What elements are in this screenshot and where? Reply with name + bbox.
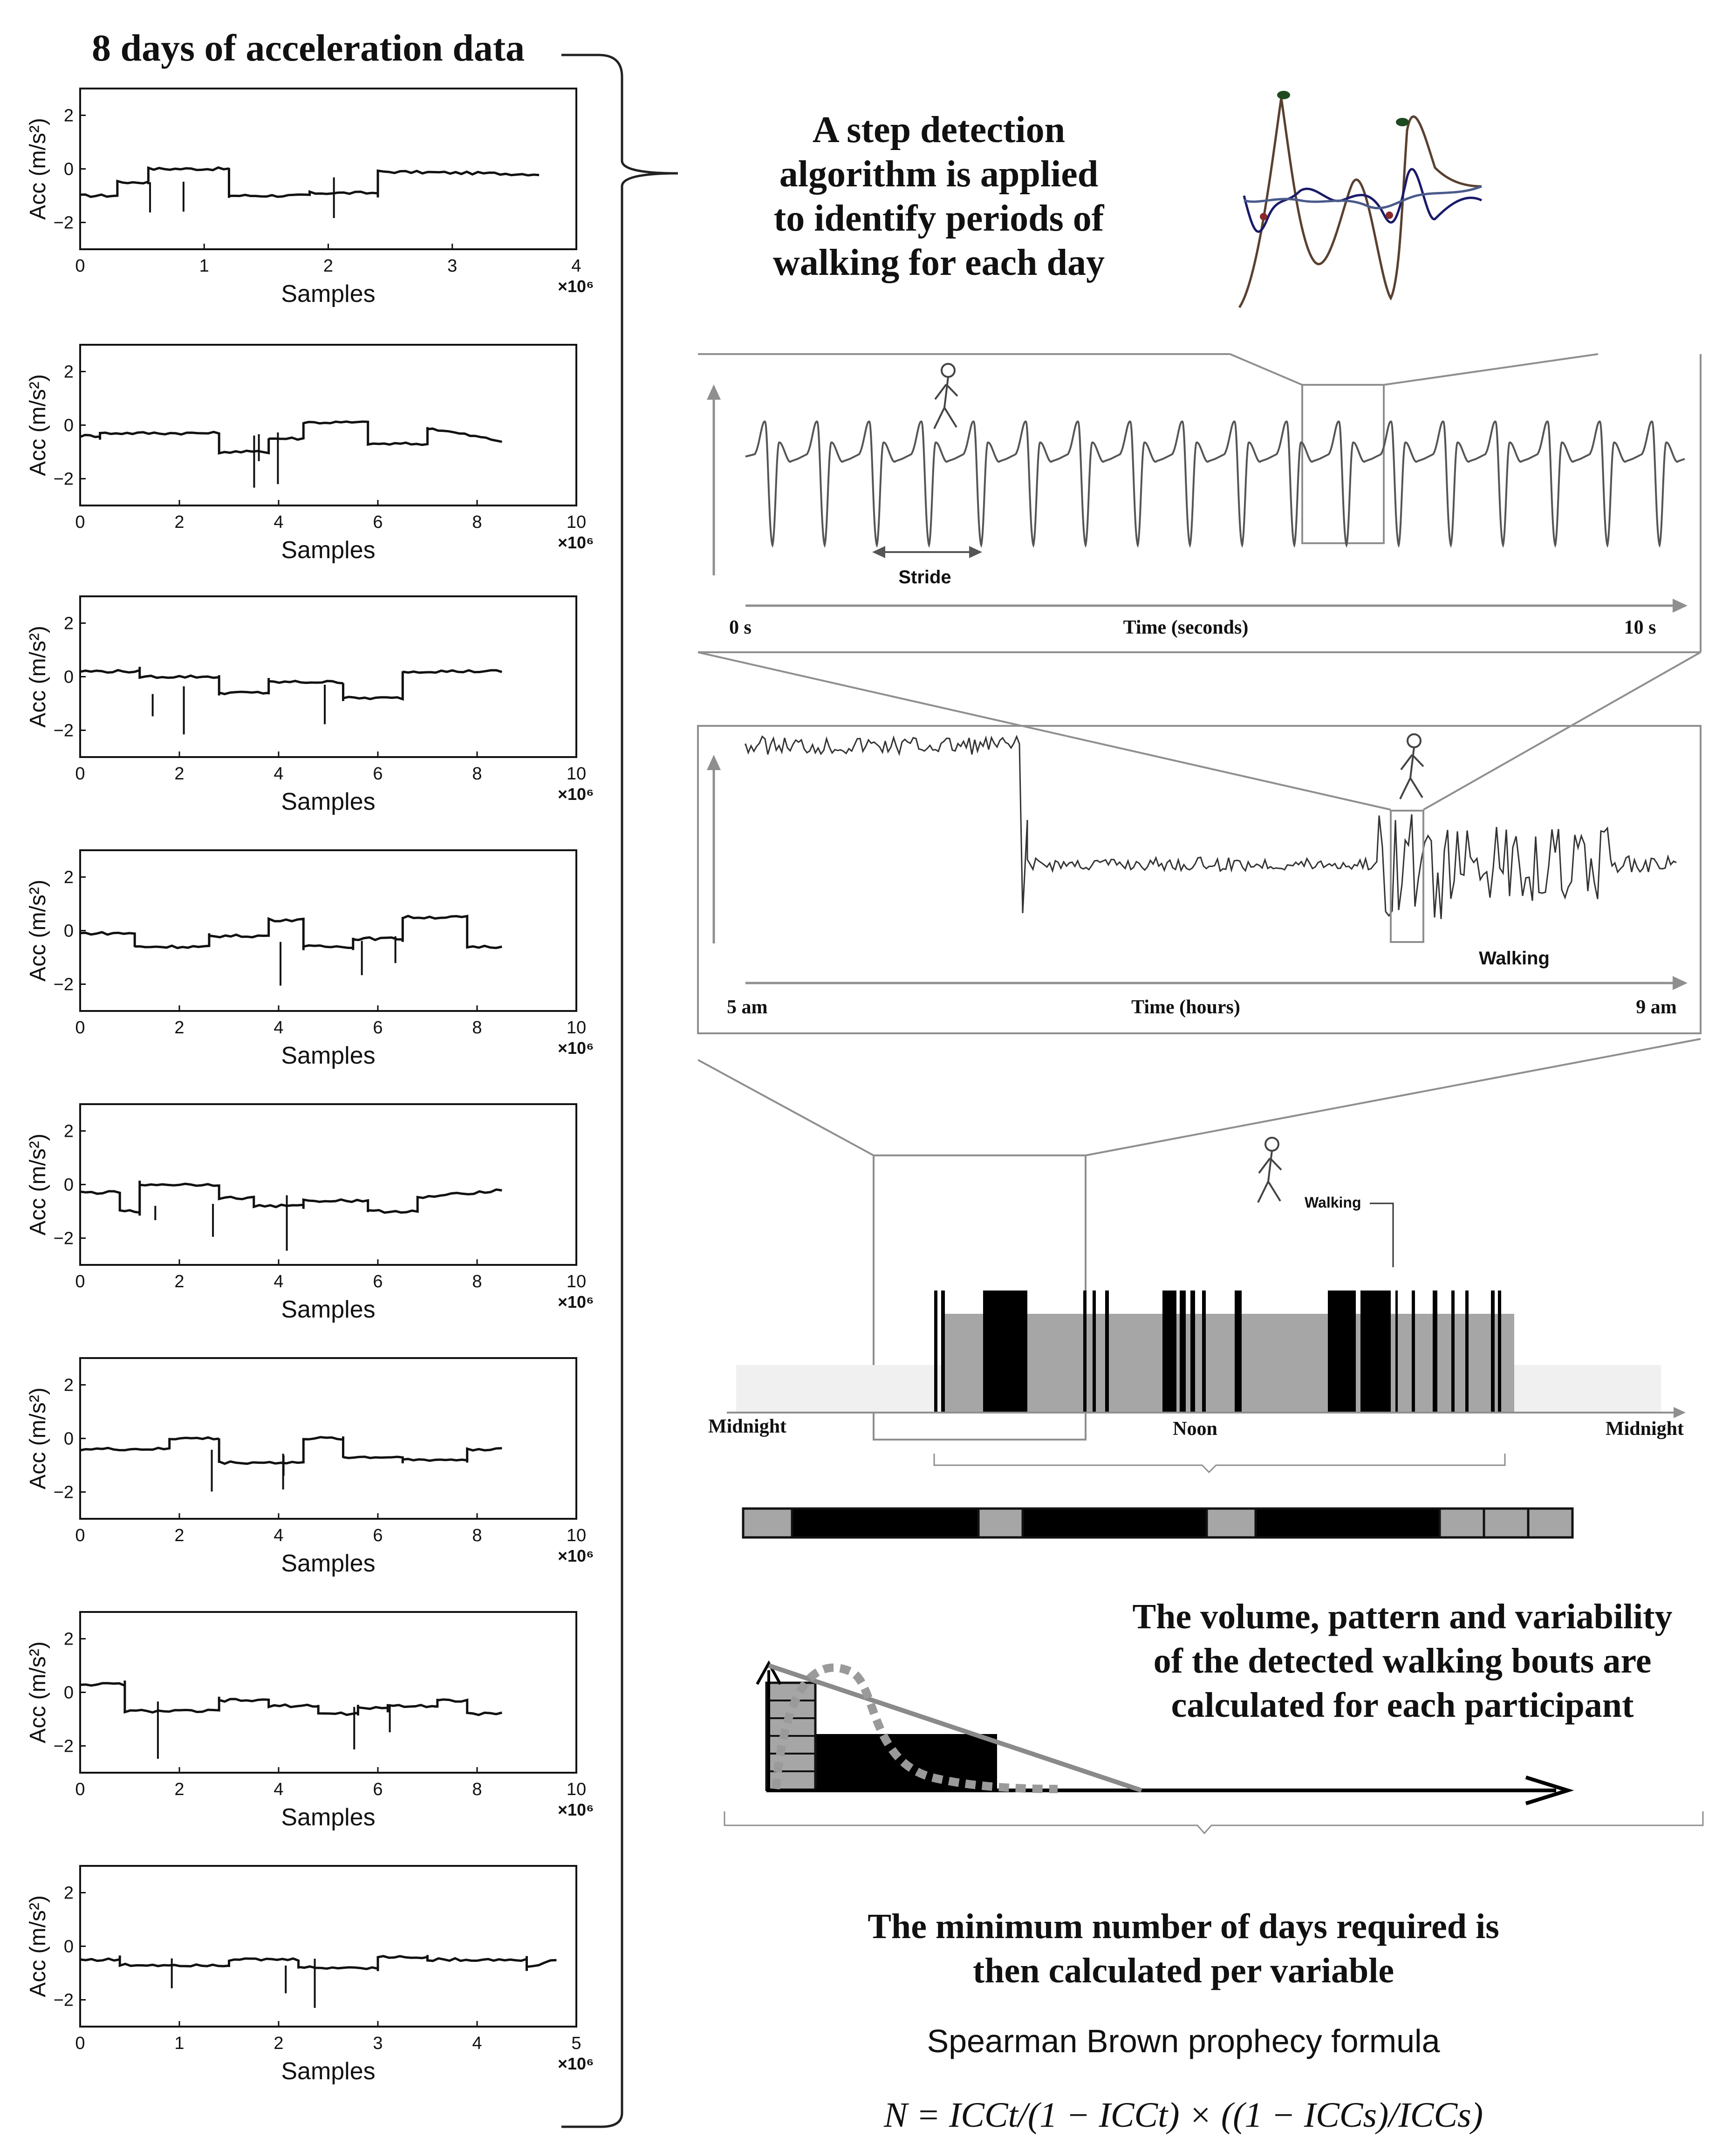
walking-bout-bar	[1498, 1291, 1501, 1412]
walking-bout-bar	[1465, 1291, 1469, 1412]
x-tick-label: 8	[472, 1780, 482, 1799]
x-axis-label: Samples	[281, 1550, 376, 1577]
acceleration-plot-day-4	[26, 850, 594, 1069]
y-tick-label: 0	[63, 1175, 74, 1195]
walking-bout-bar	[1395, 1291, 1398, 1412]
stride-waveform	[745, 422, 1685, 545]
bout-segment-black	[792, 1509, 978, 1537]
y-axis-label: Acc (m/s²)	[26, 1641, 50, 1743]
hours-x-end-label: 9 am	[1636, 997, 1677, 1018]
hours-waveform	[745, 737, 1676, 919]
acceleration-trace	[80, 1955, 556, 1971]
walking-bout-bar	[1412, 1291, 1415, 1412]
day-zoom-line-right	[1086, 1039, 1701, 1155]
x-tick-label: 1	[174, 2034, 185, 2053]
plot-frame	[80, 1612, 576, 1773]
x-tick-label: 1	[199, 256, 209, 276]
x-tick-label: 6	[373, 1526, 383, 1545]
min-days-line-2: then calculated per variable	[972, 1951, 1394, 1990]
x-tick-label: 8	[472, 512, 482, 532]
y-tick-label: 0	[63, 921, 74, 941]
left-title: 8 days of acceleration data	[92, 27, 525, 69]
walker-icon	[934, 364, 957, 429]
stride-x-start-label: 0 s	[729, 617, 752, 638]
x-tick-label: 3	[447, 256, 458, 276]
x-tick-label: 10	[566, 512, 587, 532]
x-tick-label: 4	[273, 1018, 284, 1038]
x-tick-label: 5	[571, 2034, 581, 2053]
acceleration-trace	[80, 1181, 502, 1215]
x-tick-label: 4	[273, 1526, 284, 1545]
bout-segment-gray	[1207, 1509, 1256, 1537]
y-tick-label: −2	[53, 1229, 74, 1249]
x-exponent-label: ×10⁶	[558, 785, 594, 804]
x-tick-label: 2	[273, 2034, 284, 2053]
step-signal-illustration	[1239, 91, 1482, 307]
y-tick-label: 0	[63, 1429, 74, 1449]
bout-segment-gray	[1528, 1509, 1572, 1537]
x-tick-label: 10	[566, 1018, 587, 1038]
distribution-bottom-brace	[724, 1811, 1703, 1833]
day-x-end-label: Midnight	[1605, 1418, 1684, 1440]
acceleration-trace	[80, 1436, 502, 1464]
walking-bout-bar	[1360, 1291, 1391, 1412]
volume-line-2: of the detected walking bouts are	[1153, 1641, 1652, 1680]
walking-bout-bar	[1093, 1291, 1096, 1412]
y-tick-label: 2	[63, 614, 74, 634]
x-exponent-label: ×10⁶	[558, 1292, 594, 1311]
y-tick-label: 2	[63, 867, 74, 888]
hours-panel-frame	[698, 726, 1701, 1033]
day-bottom-brace	[934, 1454, 1505, 1472]
y-tick-label: 2	[63, 1883, 74, 1903]
y-tick-label: 0	[63, 159, 74, 179]
x-exponent-label: ×10⁶	[558, 1546, 594, 1565]
x-tick-label: 4	[273, 512, 284, 532]
y-tick-label: −2	[53, 975, 74, 995]
x-tick-label: 0	[75, 764, 85, 784]
hours-x-start-label: 5 am	[727, 997, 768, 1018]
walking-bout-bar	[1451, 1291, 1455, 1412]
stride-x-axis-title: Time (seconds)	[1123, 617, 1249, 638]
y-tick-label: 0	[63, 1683, 74, 1703]
stride-x-arrowhead	[1673, 599, 1688, 613]
step-valley-marker-2	[1386, 212, 1393, 219]
walking-bout-bar	[1180, 1291, 1186, 1412]
acceleration-trace	[80, 422, 502, 453]
step-valley-marker-1	[1260, 213, 1267, 220]
x-tick-label: 3	[373, 2034, 383, 2053]
x-exponent-label: ×10⁶	[558, 533, 594, 552]
y-axis-label: Acc (m/s²)	[26, 1895, 50, 1997]
y-axis-label: Acc (m/s²)	[26, 118, 50, 220]
x-tick-label: 4	[273, 764, 284, 784]
walking-bout-bar	[1328, 1291, 1356, 1412]
y-tick-label: 0	[63, 416, 74, 436]
y-tick-label: −2	[53, 1482, 74, 1502]
x-tick-label: 0	[75, 256, 85, 276]
formula-name: Spearman Brown prophecy formula	[927, 2023, 1440, 2059]
x-tick-label: 10	[566, 764, 587, 784]
y-tick-label: 2	[63, 1121, 74, 1141]
x-tick-label: 8	[472, 1526, 482, 1545]
y-tick-label: −2	[53, 469, 74, 489]
step-detection-line-1: A step detection	[812, 109, 1066, 150]
x-tick-label: 4	[472, 2034, 482, 2053]
walking-bout-bar	[1083, 1291, 1087, 1412]
x-tick-label: 0	[75, 2034, 85, 2053]
acceleration-plot-day-2	[26, 345, 594, 564]
x-tick-label: 2	[174, 1272, 185, 1291]
walking-bout-bar	[1162, 1291, 1176, 1412]
formula-equation: N = ICCt/(1 − ICCt) × ((1 − ICCs)/ICCs)	[883, 2096, 1483, 2135]
min-days-line-1: The minimum number of days required is	[868, 1907, 1499, 1946]
bout-segment-gray	[978, 1509, 1023, 1537]
y-axis-label: Acc (m/s²)	[26, 374, 50, 476]
x-tick-label: 6	[373, 1018, 383, 1038]
stride-zoom-line-left	[1230, 354, 1302, 385]
hours-x-axis-title: Time (hours)	[1131, 997, 1240, 1018]
x-tick-label: 0	[75, 1780, 85, 1799]
x-axis-label: Samples	[281, 1042, 376, 1069]
y-tick-label: −2	[53, 1736, 74, 1756]
day-walking-label: Walking	[1305, 1194, 1361, 1211]
x-tick-label: 10	[566, 1526, 587, 1545]
step-detection-line-2: algorithm is applied	[779, 154, 1099, 195]
stride-arrowhead-left	[872, 546, 885, 558]
x-tick-label: 4	[273, 1272, 284, 1291]
daily-acceleration-plots	[26, 89, 594, 2085]
x-axis-label: Samples	[281, 1296, 376, 1323]
hours-zoom-line-left	[698, 652, 1391, 810]
stride-label: Stride	[898, 567, 951, 587]
hours-zoom-line-right	[1423, 652, 1701, 810]
step-detection-text	[773, 109, 1105, 283]
y-tick-label: 2	[63, 362, 74, 382]
walking-bout-bar	[1433, 1291, 1437, 1412]
stride-arrowhead-right	[969, 546, 982, 558]
x-exponent-label: ×10⁶	[558, 1038, 594, 1058]
y-tick-label: −2	[53, 721, 74, 741]
x-tick-label: 0	[75, 1272, 85, 1291]
hours-x-arrowhead	[1673, 976, 1688, 990]
volume-text	[1132, 1597, 1672, 1725]
walking-bout-bar	[941, 1291, 945, 1412]
y-axis-label: Acc (m/s²)	[26, 1387, 50, 1489]
x-tick-label: 6	[373, 764, 383, 784]
walking-bout-bar	[1235, 1291, 1242, 1412]
stride-y-arrowhead	[707, 384, 721, 400]
x-tick-label: 8	[472, 1272, 482, 1291]
plot-frame	[80, 1866, 576, 2027]
y-axis-label: Acc (m/s²)	[26, 1134, 50, 1236]
x-exponent-label: ×10⁶	[558, 1800, 594, 1819]
x-tick-label: 2	[323, 256, 334, 276]
day-zoom-line-left	[698, 1060, 874, 1155]
stride-zoom-line-right	[1384, 354, 1598, 385]
y-tick-label: 2	[63, 106, 74, 126]
x-tick-label: 4	[571, 256, 581, 276]
day-walking-leader	[1370, 1203, 1393, 1267]
y-tick-label: −2	[53, 213, 74, 233]
bout-segment-black	[1023, 1509, 1207, 1537]
x-tick-label: 2	[174, 1526, 185, 1545]
hours-y-arrowhead	[707, 755, 721, 770]
acceleration-trace	[80, 916, 502, 950]
y-tick-label: −2	[53, 1990, 74, 2010]
walking-bout-bar	[1105, 1291, 1109, 1412]
acceleration-plot-day-3	[26, 596, 594, 815]
x-tick-label: 2	[174, 512, 185, 532]
step-detection-line-3: to identify periods of	[773, 198, 1104, 239]
walking-bouts-bar	[743, 1509, 1572, 1537]
plot-frame	[80, 345, 576, 505]
acceleration-plot-day-8	[26, 1866, 594, 2085]
step-detection-line-4: walking for each day	[773, 242, 1105, 283]
walking-bout-bar	[1202, 1291, 1206, 1412]
x-tick-label: 6	[373, 1780, 383, 1799]
x-tick-label: 10	[566, 1272, 587, 1291]
walking-bout-bar	[1491, 1291, 1495, 1412]
walking-bout-bar	[1190, 1291, 1195, 1412]
acceleration-plot-day-7	[26, 1612, 594, 1831]
x-tick-label: 0	[75, 1018, 85, 1038]
x-tick-label: 0	[75, 1526, 85, 1545]
acceleration-trace	[80, 168, 539, 198]
y-axis-label: Acc (m/s²)	[26, 626, 50, 728]
x-tick-label: 8	[472, 1018, 482, 1038]
day-x-arrowhead	[1674, 1407, 1686, 1418]
y-tick-label: 0	[63, 667, 74, 687]
walker-icon	[1258, 1138, 1281, 1202]
x-tick-label: 10	[566, 1780, 587, 1799]
y-tick-label: 2	[63, 1629, 74, 1649]
min-days-text	[868, 1907, 1499, 1990]
y-axis-label: Acc (m/s²)	[26, 880, 50, 982]
day-panel	[698, 1039, 1701, 1472]
acceleration-plot-day-1	[26, 89, 594, 307]
x-axis-label: Samples	[281, 2058, 376, 2085]
x-axis-label: Samples	[281, 788, 376, 815]
y-tick-label: 0	[63, 1937, 74, 1957]
bout-segment-gray	[1440, 1509, 1484, 1537]
bout-segment-gray	[1484, 1509, 1528, 1537]
acceleration-trace	[80, 1680, 502, 1715]
step-peak-marker-1	[1277, 91, 1290, 99]
x-axis-label: Samples	[281, 537, 376, 564]
acceleration-trace	[80, 667, 502, 701]
hours-walking-label: Walking	[1479, 948, 1550, 969]
plot-frame	[80, 850, 576, 1011]
x-tick-label: 2	[174, 1018, 185, 1038]
x-axis-label: Samples	[281, 1804, 376, 1831]
acceleration-plot-day-5	[26, 1104, 594, 1323]
stride-panel	[698, 354, 1701, 652]
walker-icon	[1400, 734, 1423, 799]
y-tick-label: 2	[63, 1375, 74, 1395]
volume-line-1: The volume, pattern and variability	[1132, 1597, 1673, 1636]
x-axis-label: Samples	[281, 280, 376, 307]
x-tick-label: 6	[373, 512, 383, 532]
x-tick-label: 8	[472, 764, 482, 784]
step-signal-navy	[1244, 169, 1482, 232]
x-tick-label: 2	[174, 764, 185, 784]
bout-segment-gray	[743, 1509, 792, 1537]
x-exponent-label: ×10⁶	[558, 277, 594, 296]
x-tick-label: 2	[174, 1780, 185, 1799]
walking-bout-bar	[934, 1291, 937, 1412]
step-peak-marker-2	[1396, 118, 1409, 126]
day-x-start-label: Midnight	[708, 1416, 787, 1437]
x-exponent-label: ×10⁶	[558, 2054, 594, 2073]
walking-bout-bar	[983, 1291, 1027, 1412]
volume-line-3: calculated for each participant	[1171, 1686, 1634, 1725]
bout-segment-black	[1256, 1509, 1440, 1537]
x-tick-label: 4	[273, 1780, 284, 1799]
stride-x-end-label: 10 s	[1624, 617, 1656, 638]
acceleration-plot-day-6	[26, 1358, 594, 1577]
x-tick-label: 0	[75, 512, 85, 532]
stride-zoom-window	[1302, 385, 1384, 543]
hours-panel	[698, 652, 1701, 1033]
day-x-mid-label: Noon	[1173, 1418, 1217, 1440]
x-tick-label: 6	[373, 1272, 383, 1291]
